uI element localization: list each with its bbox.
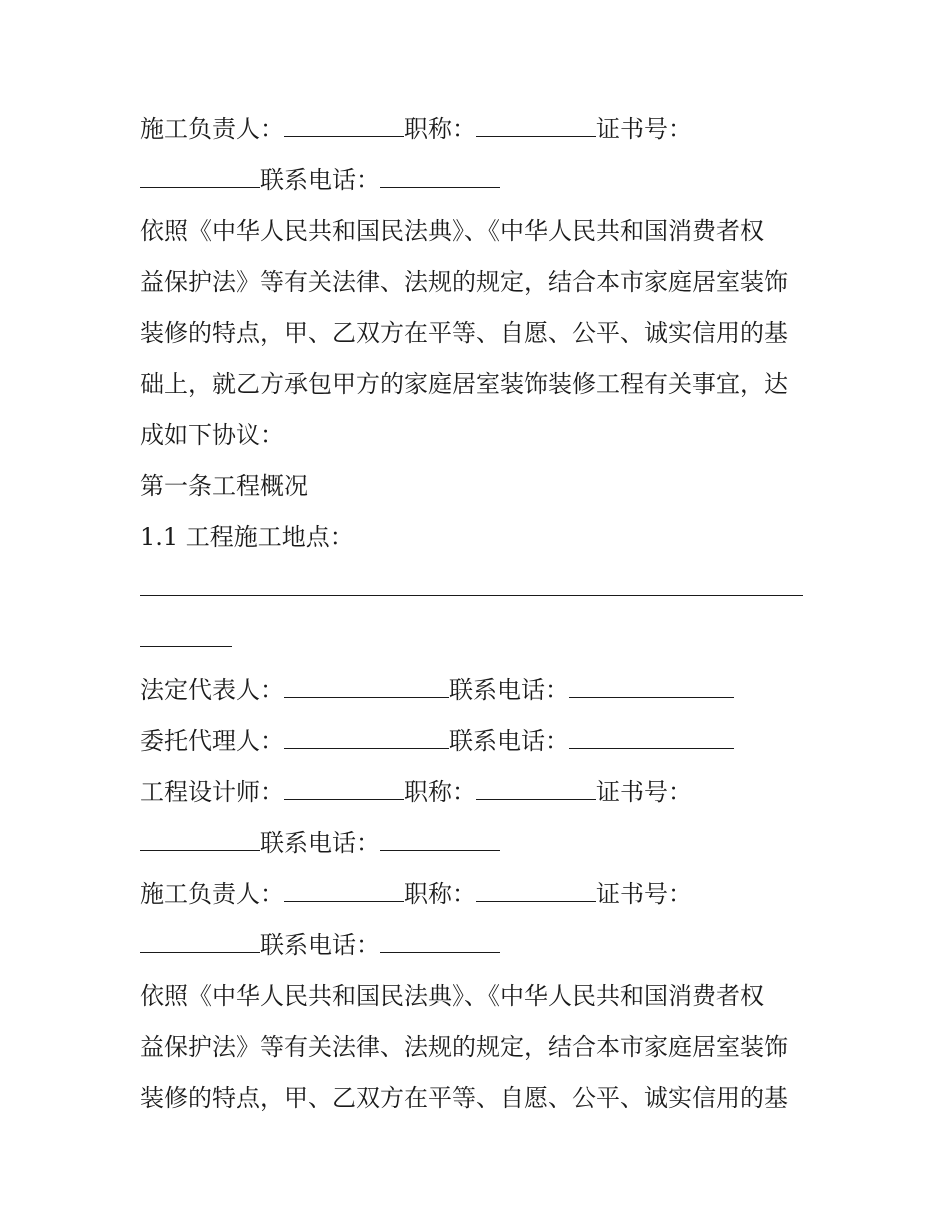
paragraph-line: 依照《中华人民共和国民法典》、《中华人民共和国消费者权 — [140, 217, 764, 245]
construction-lead-label: 施工负责人： — [140, 115, 284, 143]
site-location-blank — [140, 579, 803, 596]
preamble-paragraph — [140, 971, 820, 1124]
phone-blank — [569, 732, 734, 749]
phone-blank — [380, 936, 500, 953]
phone-blank — [380, 834, 500, 851]
certificate-label: 证书号： — [596, 778, 692, 806]
site-location-label: 1.1 工程施工地点： — [140, 523, 354, 551]
phone-label: 联系电话： — [449, 676, 569, 704]
site-location-blank-line-2 — [140, 614, 820, 665]
paragraph-line: 装修的特点，甲、乙双方在平等、自愿、公平、诚实信用的基 — [140, 1084, 788, 1112]
paragraph-line: 成如下协议： — [140, 421, 284, 449]
construction-lead-label: 施工负责人： — [140, 880, 284, 908]
construction-lead-blank — [284, 120, 404, 137]
paragraph-line: 益保护法》等有关法律、法规的规定，结合本市家庭居室装饰 — [140, 1033, 788, 1061]
construction-lead-line — [140, 104, 820, 155]
title-label: 职称： — [404, 880, 476, 908]
article-heading: 第一条工程概况 — [140, 472, 308, 500]
designer-phone-line — [140, 818, 820, 869]
phone-label: 联系电话： — [260, 166, 380, 194]
agent-line — [140, 716, 820, 767]
agent-blank — [284, 732, 449, 749]
document-body — [140, 104, 820, 1124]
certificate-label: 证书号： — [596, 880, 692, 908]
paragraph-line: 装修的特点，甲、乙双方在平等、自愿、公平、诚实信用的基 — [140, 319, 788, 347]
phone-label: 联系电话： — [260, 931, 380, 959]
paragraph-line: 益保护法》等有关法律、法规的规定，结合本市家庭居室装饰 — [140, 268, 788, 296]
site-location-blank-continued — [140, 630, 232, 647]
title-label: 职称： — [404, 778, 476, 806]
preamble-paragraph — [140, 206, 820, 461]
legal-representative-blank — [284, 681, 449, 698]
certificate-label: 证书号： — [596, 115, 692, 143]
certificate-blank — [140, 834, 260, 851]
designer-blank — [284, 783, 404, 800]
legal-representative-line — [140, 665, 820, 716]
certificate-blank — [140, 171, 260, 188]
designer-line — [140, 767, 820, 818]
title-label: 职称： — [404, 115, 476, 143]
phone-blank — [380, 171, 500, 188]
construction-lead-phone-line — [140, 155, 820, 206]
designer-label: 工程设计师： — [140, 778, 284, 806]
legal-representative-label: 法定代表人： — [140, 676, 284, 704]
title-blank — [476, 120, 596, 137]
certificate-blank — [140, 936, 260, 953]
phone-label: 联系电话： — [260, 829, 380, 857]
construction-lead-line — [140, 869, 820, 920]
title-blank — [476, 783, 596, 800]
paragraph-line: 依照《中华人民共和国民法典》、《中华人民共和国消费者权 — [140, 982, 764, 1010]
title-blank — [476, 885, 596, 902]
construction-lead-phone-line — [140, 920, 820, 971]
phone-label: 联系电话： — [449, 727, 569, 755]
site-location-blank-line — [140, 563, 820, 614]
paragraph-line: 础上，就乙方承包甲方的家庭居室装饰装修工程有关事宜，达 — [140, 370, 788, 398]
phone-blank — [569, 681, 734, 698]
construction-lead-blank — [284, 885, 404, 902]
agent-label: 委托代理人： — [140, 727, 284, 755]
